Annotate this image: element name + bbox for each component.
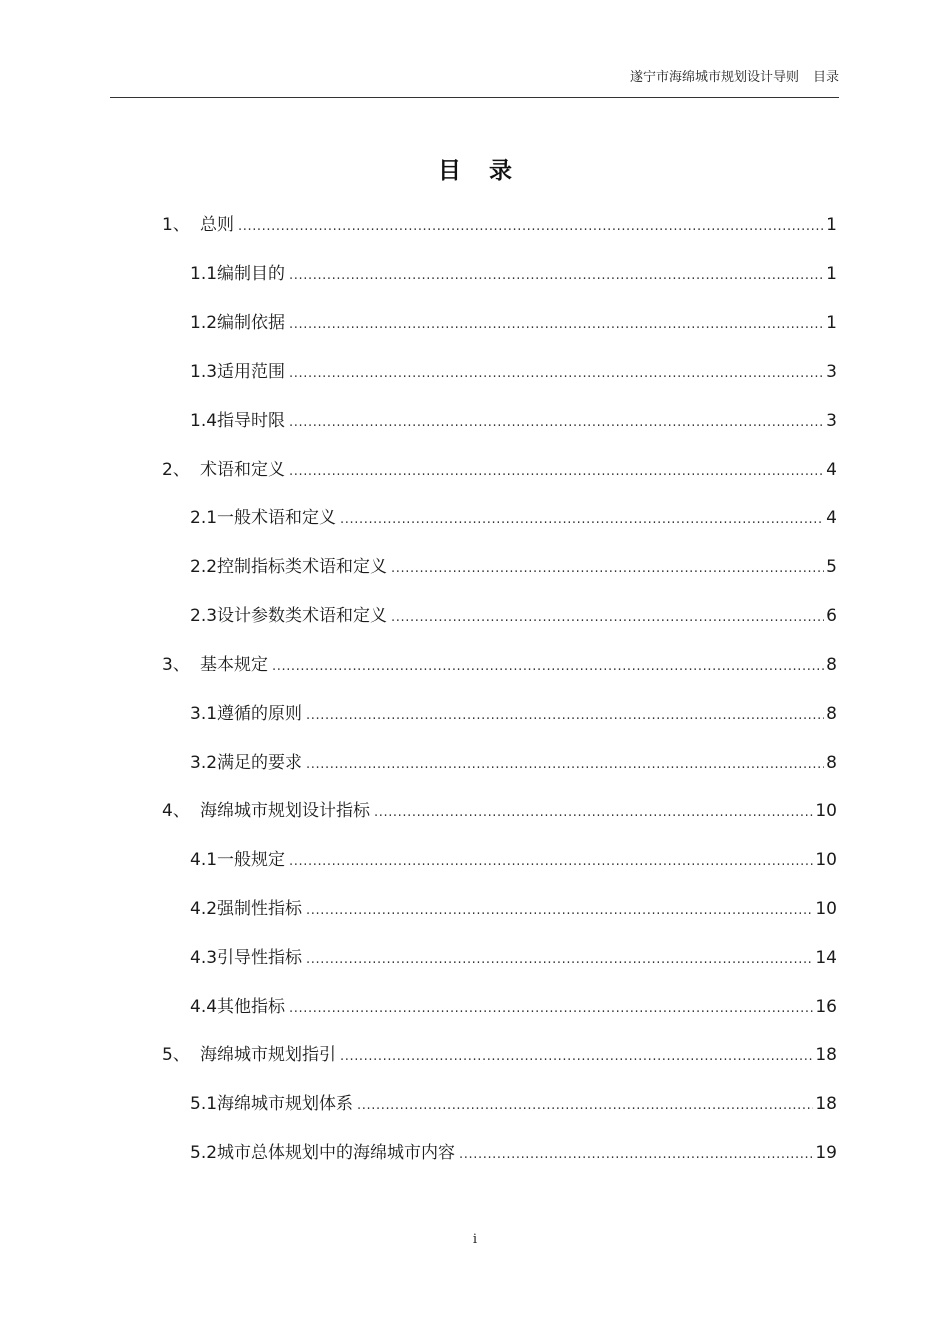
toc-leader-dots bbox=[340, 1042, 813, 1070]
toc-leader-dots bbox=[357, 1091, 813, 1119]
toc-leader-dots bbox=[289, 457, 824, 485]
toc-entry-5-1[interactable] bbox=[190, 1091, 837, 1117]
toc-leader-dots bbox=[459, 1140, 813, 1168]
toc-entry-text: 4.4其他指标 bbox=[190, 997, 286, 1017]
toc-leader-dots bbox=[374, 798, 813, 826]
toc-leader-dots bbox=[306, 750, 824, 778]
toc-entry-text: 术语和定义 bbox=[200, 460, 285, 480]
toc-entry-4-1[interactable] bbox=[190, 847, 837, 873]
header-section: 目录 bbox=[812, 70, 839, 85]
toc-entry-text: 3.1遵循的原则 bbox=[190, 704, 303, 724]
toc-entry-text: 1.1编制目的 bbox=[190, 264, 286, 284]
toc-entry-text: 5.1海绵城市规划体系 bbox=[190, 1094, 354, 1114]
toc-entry-2[interactable] bbox=[162, 457, 837, 483]
toc-leader-dots bbox=[289, 847, 813, 875]
toc-leader-dots bbox=[391, 603, 824, 631]
toc-entry-text: 1.3适用范围 bbox=[190, 362, 286, 382]
toc-entry-number: 5、 bbox=[162, 1045, 190, 1065]
page-number: i bbox=[472, 1232, 478, 1247]
toc-entry-page: 3 bbox=[826, 411, 837, 431]
toc-entry-page: 10 bbox=[815, 899, 837, 919]
toc-leader-dots bbox=[238, 212, 824, 240]
toc-entry-4-4[interactable] bbox=[190, 994, 837, 1020]
toc-leader-dots bbox=[289, 310, 824, 338]
toc-entry-text: 2.3设计参数类术语和定义 bbox=[190, 606, 388, 626]
toc-entry-2-3[interactable] bbox=[190, 603, 837, 629]
toc-entry-page: 8 bbox=[826, 655, 837, 675]
toc-leader-dots bbox=[306, 945, 813, 973]
toc-entry-text: 1.4指导时限 bbox=[190, 411, 286, 431]
toc-entry-text: 2.2控制指标类术语和定义 bbox=[190, 557, 388, 577]
toc-entry-text: 4.3引导性指标 bbox=[190, 948, 303, 968]
toc-entry-4[interactable] bbox=[162, 798, 837, 824]
toc-title-char-1: 目 bbox=[438, 158, 461, 184]
toc-entry-4-2[interactable] bbox=[190, 896, 837, 922]
toc-entry-text: 5.2城市总体规划中的海绵城市内容 bbox=[190, 1143, 456, 1163]
toc-entry-5[interactable] bbox=[162, 1042, 837, 1068]
header-rule bbox=[110, 97, 839, 98]
toc-entry-page: 8 bbox=[826, 704, 837, 724]
toc-entry-text: 海绵城市规划设计指标 bbox=[200, 801, 370, 821]
toc-entry-3-2[interactable] bbox=[190, 750, 837, 776]
toc-entry-page: 4 bbox=[826, 460, 837, 480]
toc-entry-number: 1、 bbox=[162, 215, 190, 235]
toc-entry-2-2[interactable] bbox=[190, 554, 837, 580]
toc-entry-3[interactable] bbox=[162, 652, 837, 678]
toc-leader-dots bbox=[289, 359, 824, 387]
toc-entry-2-1[interactable] bbox=[190, 505, 837, 531]
toc-leader-dots bbox=[289, 261, 824, 289]
toc-entry-text: 2.1一般术语和定义 bbox=[190, 508, 337, 528]
toc-leader-dots bbox=[272, 652, 824, 680]
toc-entry-page: 10 bbox=[815, 801, 837, 821]
toc-entry-1-2[interactable] bbox=[190, 310, 837, 336]
toc-entry-page: 5 bbox=[826, 557, 837, 577]
toc-leader-dots bbox=[306, 701, 824, 729]
toc-entry-page: 6 bbox=[826, 606, 837, 626]
page-header bbox=[110, 66, 839, 86]
toc-leader-dots bbox=[340, 505, 824, 533]
toc-entry-number: 2、 bbox=[162, 460, 190, 480]
toc-entry-page: 16 bbox=[815, 997, 837, 1017]
toc-entry-number: 3、 bbox=[162, 655, 190, 675]
toc-entry-text: 基本规定 bbox=[200, 655, 268, 675]
toc-entry-page: 4 bbox=[826, 508, 837, 528]
toc-leader-dots bbox=[391, 554, 824, 582]
toc-entry-page: 14 bbox=[815, 948, 837, 968]
toc-leader-dots bbox=[306, 896, 813, 924]
toc-entry-page: 3 bbox=[826, 362, 837, 382]
toc-entry-1-1[interactable] bbox=[190, 261, 837, 287]
toc-entry-page: 1 bbox=[826, 313, 837, 333]
toc-title bbox=[0, 152, 950, 185]
toc-entry-page: 18 bbox=[815, 1094, 837, 1114]
toc-entry-text: 4.1一般规定 bbox=[190, 850, 286, 870]
toc-entry-text: 4.2强制性指标 bbox=[190, 899, 303, 919]
toc-entry-5-2[interactable] bbox=[190, 1140, 837, 1166]
toc-entry-page: 10 bbox=[815, 850, 837, 870]
toc-entry-page: 8 bbox=[826, 753, 837, 773]
toc-entry-text: 总则 bbox=[200, 215, 234, 235]
toc-entry-page: 1 bbox=[826, 215, 837, 235]
toc-entry-page: 1 bbox=[826, 264, 837, 284]
toc-entry-number: 4、 bbox=[162, 801, 190, 821]
toc-entry-page: 19 bbox=[815, 1143, 837, 1163]
toc-entry-text: 海绵城市规划指引 bbox=[200, 1045, 336, 1065]
toc-entry-text: 3.2满足的要求 bbox=[190, 753, 303, 773]
toc-leader-dots bbox=[289, 408, 824, 436]
toc-entry-1-3[interactable] bbox=[190, 359, 837, 385]
toc-entry-text: 1.2编制依据 bbox=[190, 313, 286, 333]
toc-entry-page: 18 bbox=[815, 1045, 837, 1065]
toc-entry-3-1[interactable] bbox=[190, 701, 837, 727]
toc-entry-1[interactable] bbox=[162, 212, 837, 238]
header-doc-title: 遂宁市海绵城市规划设计导则 bbox=[629, 70, 799, 85]
toc-entry-1-4[interactable] bbox=[190, 408, 837, 434]
toc-entry-4-3[interactable] bbox=[190, 945, 837, 971]
toc-title-char-2: 录 bbox=[489, 158, 512, 184]
toc-leader-dots bbox=[289, 994, 813, 1022]
